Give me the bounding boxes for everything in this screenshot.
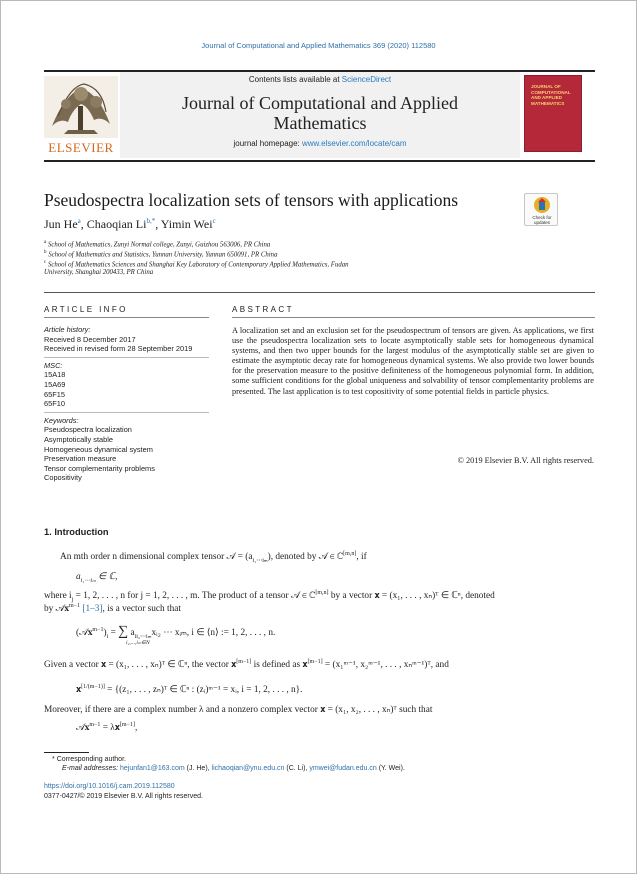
author-name[interactable]: Chaoqian Li <box>86 217 147 231</box>
text-run: where i <box>44 591 72 602</box>
intro-paragraph-2-cont <box>44 603 181 614</box>
text-run: , if <box>356 552 367 563</box>
subscript: i <box>106 633 109 640</box>
superscript: [m,n] <box>315 590 329 596</box>
history-label: Article history: <box>44 325 91 334</box>
text-run: An mth order n dimensional complex tensor 𝒜 = (a <box>60 552 253 563</box>
author-name[interactable]: Jun He <box>44 217 78 231</box>
journal-title <box>120 93 520 133</box>
intro-condition <box>76 571 117 584</box>
article-info-rule <box>44 317 209 318</box>
header-rule-bottom <box>44 160 595 162</box>
subscript: ii₂⋯iₘ <box>134 633 152 640</box>
affil-text: School of Mathematics Sciences and Shanghai Key Laboratory of Contemporary Applied Mathematics, Fudan <box>47 261 349 269</box>
info-divider <box>44 357 209 358</box>
author-affil-mark[interactable]: b,* <box>146 217 156 225</box>
author-name[interactable]: Yimin Wei <box>160 217 213 231</box>
section-separator <box>44 292 595 293</box>
footnote-emails <box>62 765 405 772</box>
superscript: m−1 <box>89 722 101 728</box>
issn-line: 0377-0427/© 2019 Elsevier B.V. All rights reserved. <box>44 793 203 800</box>
text-run: ), denoted by 𝒜 ∈ ℂ <box>267 552 344 563</box>
superscript: [m,n] <box>343 551 357 557</box>
email-label: E-mail addresses: <box>62 765 119 772</box>
check-updates-icon <box>525 194 559 216</box>
article-history <box>44 325 214 483</box>
footnote-rule <box>44 752 89 753</box>
abstract-rule <box>232 317 595 318</box>
doi-line <box>44 783 175 790</box>
sciencedirect-link[interactable]: ScienceDirect <box>341 75 392 84</box>
keyword: Copositivity <box>44 473 82 483</box>
text-run: = 1, 2, . . . , n for j = 1, 2, . . . , m. The product of a tensor 𝒜 ∈ ℂ <box>73 591 316 602</box>
affil-text: School of Mathematics, Zunyi Normal college, Zunyi, Guizhou 563006, PR China <box>47 241 271 249</box>
cover-title: JOURNAL OF COMPUTATIONAL AND APPLIED MATHEMATICS <box>531 84 571 106</box>
msc-code: 15A18 <box>44 370 66 380</box>
msc-code: 15A69 <box>44 379 66 389</box>
keyword: Preservation measure <box>44 454 117 464</box>
article-info-heading: ARTICLE INFO <box>44 305 128 314</box>
reference-link[interactable]: [1–3] <box>82 604 103 615</box>
sum-symbol: ∑ <box>118 624 129 639</box>
author-list: Jun He$^a$, Chaoqian $Li^{b,*}$, Yimin Wei$^c$ <box>44 217 216 231</box>
revised-date: Received in revised form 28 September 2019 <box>44 344 193 354</box>
footnote-text: Corresponding author. <box>56 756 126 763</box>
msc-code: 65F10 <box>44 399 65 409</box>
author-affil-mark[interactable]: a <box>77 217 81 225</box>
journal-title-line-2: Mathematics <box>273 113 367 133</box>
text-run: = (x₁ᵐ⁻¹, x₂ᵐ⁻¹, . . . , xₙᵐ⁻¹)ᵀ, and <box>322 660 449 671</box>
section-heading-introduction: 1. Introduction <box>44 527 109 537</box>
text-run: (𝒜𝐱 <box>76 628 93 638</box>
check-for-updates-button[interactable] <box>524 193 558 226</box>
text-run: = <box>108 628 119 638</box>
homepage-line <box>120 139 520 148</box>
text-run: , <box>134 723 138 734</box>
text-run: ) <box>103 628 107 638</box>
footnote-star: * <box>52 756 55 763</box>
text-run: is defined as 𝐱 <box>251 660 308 671</box>
keyword: Homogeneous dynamical system <box>44 444 153 454</box>
text-run: xᵢ₂ ⋯ xᵢₘ, i ∈ ⟨n⟩ := 1, 2, . . . , n. <box>151 628 276 638</box>
text-run: ∈ ℂ, <box>95 572 118 582</box>
affiliation <box>44 268 464 277</box>
msc-label: MSC: <box>44 360 63 370</box>
keyword: Asymptotically stable <box>44 434 114 444</box>
affil-mark: a <box>44 240 47 245</box>
equation-eigen <box>76 722 137 733</box>
sum-index: i₂,...,iₘ∈N <box>126 640 150 646</box>
footnote-corresponding <box>52 756 126 763</box>
affil-text: School of Mathematics and Statistics, Yunnan University, Yunnan 650091, PR China <box>48 251 278 259</box>
email-owner: (Y. Wei). <box>376 765 405 772</box>
superscript: [m−1] <box>236 659 252 665</box>
intro-paragraph-2 <box>44 590 495 603</box>
email-owner: (J. He), <box>184 765 212 772</box>
text-run: by a vector 𝐱 = (x₁, . . . , xₙ)ᵀ ∈ ℂⁿ, denoted <box>328 591 495 602</box>
superscript: m−1 <box>92 626 104 633</box>
keywords-label: Keywords: <box>44 415 79 425</box>
subscript: i₁⋯iₘ <box>80 577 96 584</box>
text-run: 𝒜𝐱 <box>76 723 90 734</box>
info-divider <box>44 412 209 413</box>
text-run: by 𝒜𝐱 <box>44 604 69 615</box>
email-owner: (C. Li), <box>284 765 310 772</box>
contents-prefix: Contents lists available at <box>248 75 342 84</box>
email-link[interactable]: lichaoqian@ynu.edu.cn <box>211 765 285 772</box>
text-run: a <box>76 572 81 582</box>
affil-mark: c <box>44 260 47 265</box>
journal-title-line-1: Journal of Computational and Applied <box>182 93 458 113</box>
equation-product <box>76 624 275 640</box>
text-run: = {(z₁, . . . , zₙ)ᵀ ∈ ℂⁿ : (zᵢ)ᵐ⁻¹ = xᵢ, i = 1, 2, . . . , n}. <box>104 685 303 696</box>
superscript: [1/(m−1)] <box>81 684 105 690</box>
text-run: a <box>130 628 135 638</box>
equation-root <box>76 684 302 695</box>
author-affil-mark[interactable]: c <box>212 217 216 225</box>
subscript: i₁⋯iₘ <box>252 557 268 564</box>
received-date: Received 8 December 2017 <box>44 334 136 344</box>
journal-cover-thumbnail[interactable] <box>524 75 582 152</box>
subscript: j <box>71 596 74 603</box>
text-run: 𝐱 <box>76 685 82 696</box>
intro-paragraph-1 <box>60 551 367 564</box>
superscript: [m−1] <box>119 722 135 728</box>
text-run: = λ𝐱 <box>100 723 120 734</box>
text-run: , is a vector such that <box>102 604 181 615</box>
keyword: Pseudospectra localization <box>44 425 132 435</box>
homepage-prefix: journal homepage: <box>233 139 302 148</box>
abstract-heading: ABSTRACT <box>232 305 294 314</box>
msc-code: 65F15 <box>44 389 65 399</box>
doi-link[interactable]: https://doi.org/10.1016/j.cam.2019.112580 <box>44 783 175 790</box>
paper-title: Pseudospectra localization sets of tensors with applications <box>44 190 459 210</box>
journal-citation-link[interactable]: Journal of Computational and Applied Mathematics 369 (2020) 112580 <box>201 41 436 50</box>
homepage-link[interactable]: www.elsevier.com/locate/cam <box>302 139 407 148</box>
publisher-logo-text[interactable]: ELSEVIER <box>48 140 114 155</box>
superscript: [m−1] <box>307 659 323 665</box>
affil-mark: b <box>44 250 47 255</box>
superscript: m−1 <box>68 603 81 609</box>
intro-paragraph-4: Moreover, if there are a complex number λ and a nonzero complex vector 𝐱 = (x₁, x₂, . . . , xₙ)ᵀ such that <box>44 705 433 715</box>
intro-paragraph-3 <box>44 659 449 670</box>
keyword: Tensor complementarity problems <box>44 463 155 473</box>
abstract-text: A localization set and an exclusion set for the pseudospectrum of tensors are given. As applications, we first use the pseudospectra localization sets to locate asymptotically stable sets for homogeneous dynamical systems, and then two upper bounds for the largest modulus of the asymptotically stable set are given to estimate the asymptotic decay rate for homogeneous dynamical systems. We also provide two lower bounds for the preservation measure to the positive definiteness of the homogeneous polynomial form. In addition, some sufficient conditions for the global uniqueness and solvability of tensor complementarity problems are presented. The last application is to test copositivity of some potential fields in particle physics. <box>232 326 594 396</box>
contents-line <box>120 75 520 84</box>
text-run: Given a vector 𝐱 = (x₁, . . . , xₙ)ᵀ ∈ ℂⁿ, the vector 𝐱 <box>44 660 237 671</box>
abstract-copyright: © 2019 Elsevier B.V. All rights reserved. <box>457 456 594 465</box>
email-link[interactable]: hejunfan1@163.com <box>119 765 185 772</box>
affil-text: University, Shanghai 200433, PR China <box>44 269 154 276</box>
check-updates-label: Check for updates <box>532 215 552 225</box>
email-link[interactable]: ymwei@fudan.edu.cn <box>309 765 377 772</box>
